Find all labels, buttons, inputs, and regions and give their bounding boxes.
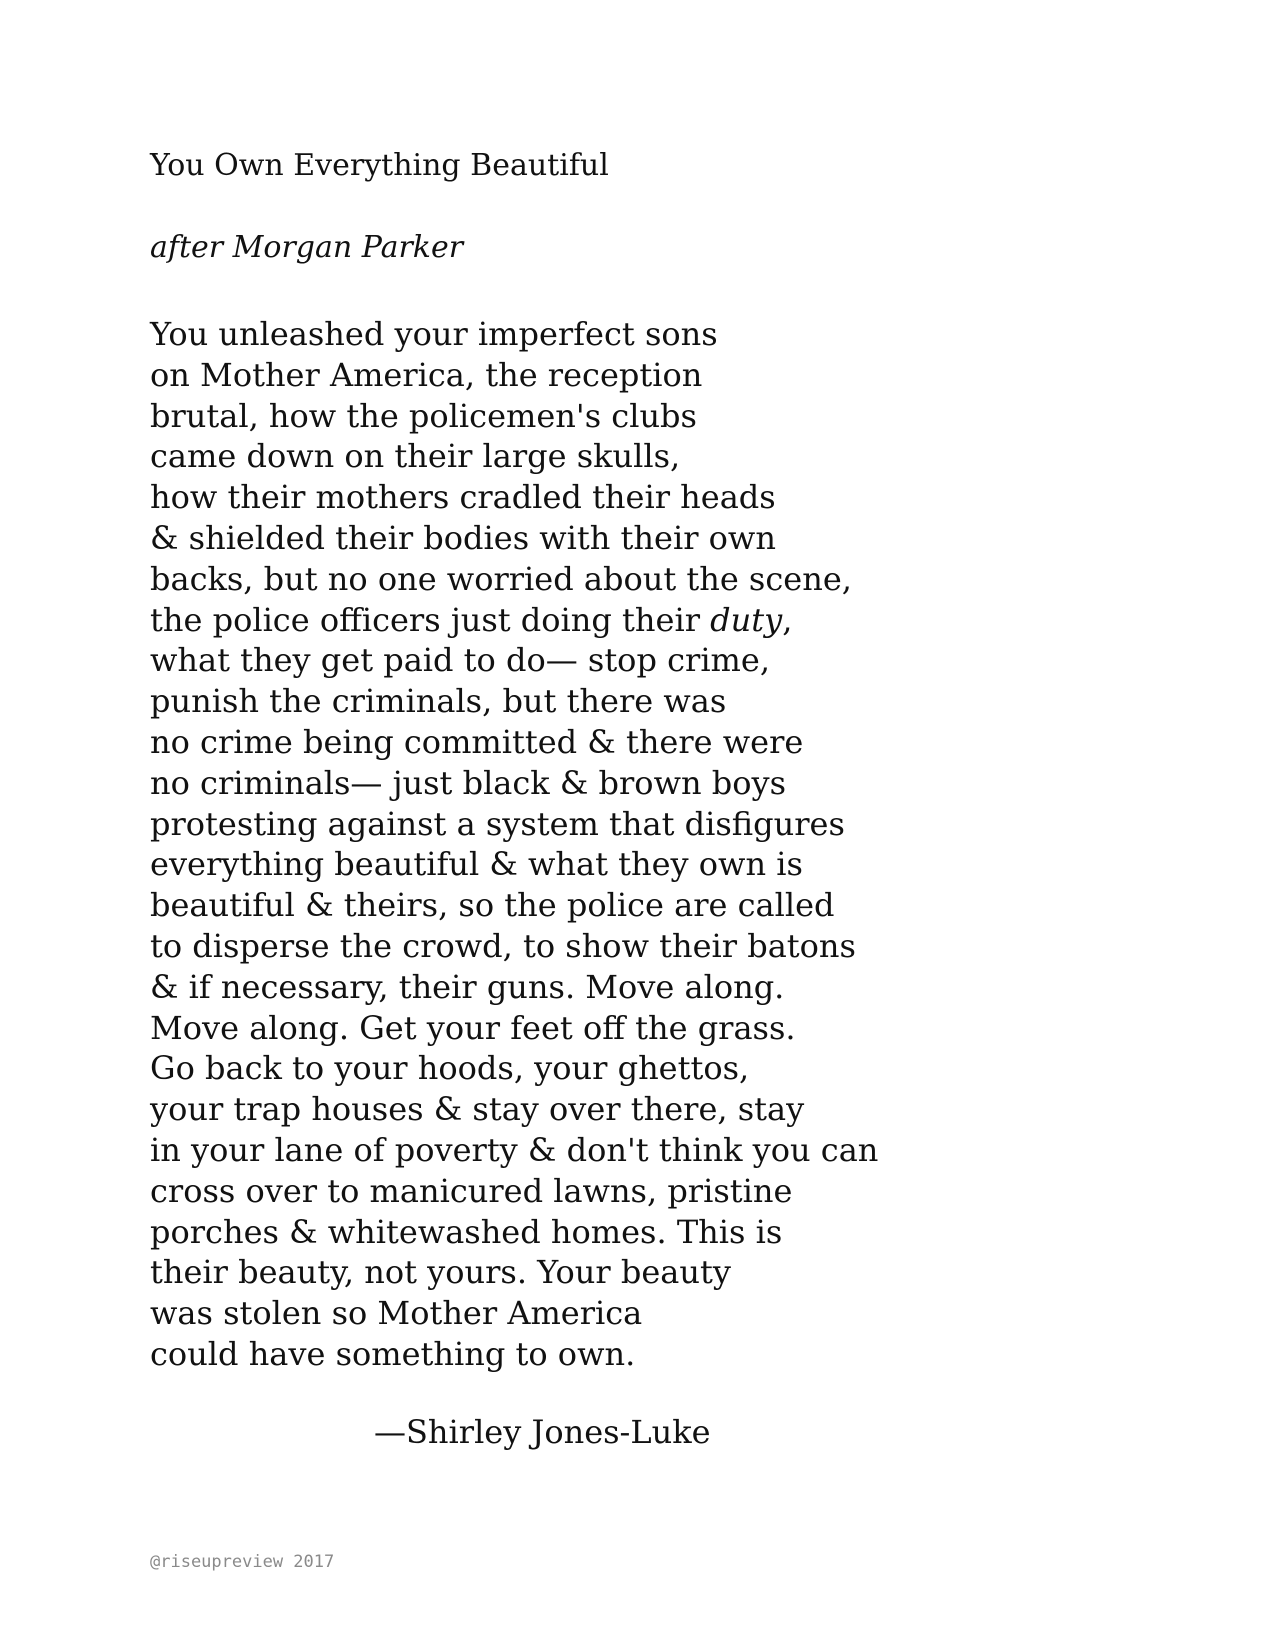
poem-line: on Mother America, the reception bbox=[150, 355, 703, 394]
poem-line-text: , bbox=[782, 600, 793, 639]
poem-line-text: the police officers just doing their bbox=[150, 600, 711, 639]
poem-line: cross over to manicured lawns, pristine bbox=[150, 1171, 793, 1210]
poem-line: Move along. Get your feet off the grass. bbox=[150, 1008, 796, 1047]
poem-line: was stolen so Mother America bbox=[150, 1294, 643, 1333]
poem-dedication: after Morgan Parker bbox=[150, 230, 464, 265]
poem-body bbox=[150, 314, 878, 1375]
poem-line: everything beautiful & what they own is bbox=[150, 845, 803, 884]
poem-line: Go back to your hoods, your ghettos, bbox=[150, 1049, 750, 1088]
poem-line: no crime being committed & there were bbox=[150, 722, 804, 761]
poem-line: no criminals— just black & brown boys bbox=[150, 763, 786, 802]
poem-line: porches & whitewashed homes. This is bbox=[150, 1212, 783, 1251]
poem-line bbox=[150, 600, 878, 641]
poem-title: You Own Everything Beautiful bbox=[150, 148, 609, 183]
poem-line: how their mothers cradled their heads bbox=[150, 478, 776, 517]
poem-line: beautiful & theirs, so the police are called bbox=[150, 886, 835, 925]
poem-line: & if necessary, their guns. Move along. bbox=[150, 967, 785, 1006]
poem-line-italic-word: duty bbox=[710, 600, 783, 639]
poem-line: backs, but no one worried about the scene, bbox=[150, 559, 852, 598]
poem-line: punish the criminals, but there was bbox=[150, 682, 727, 721]
poem-author: —Shirley Jones-Luke bbox=[374, 1413, 711, 1451]
poem-line: to disperse the crowd, to show their batons bbox=[150, 926, 856, 965]
poem-line: came down on their large skulls, bbox=[150, 437, 681, 476]
poem-line: in your lane of poverty & don't think you can bbox=[150, 1130, 879, 1169]
footer-credit: @riseupreview 2017 bbox=[150, 1552, 335, 1572]
poem-line: could have something to own. bbox=[150, 1334, 636, 1373]
poem-line: protesting against a system that disfigures bbox=[150, 804, 845, 843]
poem-line: & shielded their bodies with their own bbox=[150, 518, 776, 557]
poem-line: what they get paid to do— stop crime, bbox=[150, 641, 770, 680]
poem-line: their beauty, not yours. Your beauty bbox=[150, 1253, 731, 1292]
poem-line: brutal, how the policemen's clubs bbox=[150, 396, 697, 435]
poem-line: your trap houses & stay over there, stay bbox=[150, 1090, 805, 1129]
poem-line: You unleashed your imperfect sons bbox=[150, 315, 718, 353]
